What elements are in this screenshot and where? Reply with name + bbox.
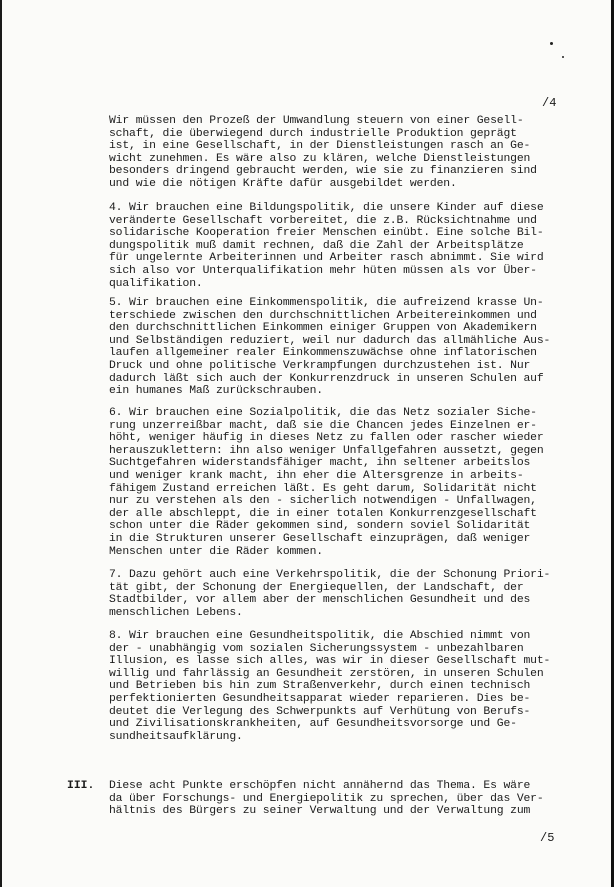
paragraph-section-3 [109,780,559,818]
text-line: wicht zunehmen. Es wäre also zu klären, welche Dienstleistungen [109,152,531,165]
text-line: besonders dringend gebraucht werden, wie sie zu finanzieren sind [109,165,537,178]
text-line: ein humanes Maß zurückschrauben. [109,385,323,398]
text-line: Menschen unter die Räder kommen. [109,545,323,558]
text-line: herauszuklettern: ihn also weniger Unfallgefahren aussetzt, gegen [109,444,544,457]
text-line: da über Forschungs- und Energiepolitik zu sprechen, über das Ver- [109,792,544,805]
paragraph-7-verkehrspolitik [109,569,559,619]
text-line: veränderte Gesellschaft vorbereitet, die z.B. Rücksichtnahme und [109,214,537,227]
text-line: hältnis des Bürgers zu seiner Verwaltung und der Verwaltung zum [109,805,531,818]
text-line: schaft, die überwiegend durch industrielle Produktion geprägt [109,127,517,140]
text-line: Diese acht Punkte erschöpfen nicht annähernd das Thema. Es wäre [109,780,531,792]
text-line: laufen allgemeiner realer Einkommenszuwächse ohne inflatorischen [109,347,537,360]
text-line: der alle abschleppt, die in einer totalen Konkurrenzgesellschaft [109,507,537,520]
text-line: Illusion, es lasse sich alles, was wir in dieser Gesellschaft mut- [109,655,551,668]
paragraph-5-einkommenspolitik [109,297,559,398]
text-line: Wir müssen den Prozeß der Umwandlung steuern von einer Gesell- [109,115,524,127]
text-line: solidarische Kooperation freier Menschen einübt. Eine solche Bil- [109,227,544,240]
text-line: tät gibt, der Schonung der Energiequellen, der Landschaft, der [109,581,524,594]
text-line: sundheitsaufklärung. [109,730,243,743]
text-line: 7. Dazu gehört auch eine Verkehrspolitik, die der Schonung Priori- [109,569,551,581]
paragraph-4-bildungspolitik [109,202,559,290]
text-line: sich also vor Unterqualifikation mehr hüten müssen als vor Über- [109,264,537,277]
text-line: und Selbständigen reduziert, weil nur dadurch das allmähliche Aus- [109,334,551,347]
text-line: dadurch läßt sich auch der Konkurrenzdruck in unseren Schulen auf [109,372,544,385]
text-line: fähigem Zustand erreichen läßt. Es geht darum, Solidarität nicht [109,482,537,495]
text-line: 5. Wir brauchen eine Einkommenspolitik, die aufreizend krasse Un- [109,297,544,309]
text-line: terschiede zwischen den durchschnittlichen Arbeitereinkommen und [109,309,537,322]
text-line: dungspolitik muß damit rechnen, daß die Zahl der Arbeitsplätze [109,239,524,252]
text-line: 4. Wir brauchen eine Bildungspolitik, die unsere Kinder auf diese [109,202,544,214]
page-number-bottom: /5 [540,831,555,845]
text-line: rung unzerreißbar macht, daß sie die Chancen jedes Einzelnen er- [109,419,537,432]
scan-speck [562,56,564,58]
text-line: Suchtgefahren widerstandsfähiger macht, ihn seltener arbeitslos [109,457,531,470]
text-line: 6. Wir brauchen eine Sozialpolitik, die das Netz sozialer Siche- [109,407,537,419]
text-line: der - unabhängig vom sozialen Sicherungssystem - unbezahlbaren [109,642,524,655]
text-line: Stadtbilder, vor allem aber der menschlichen Gesundheit und des [109,594,531,607]
text-line: den durchschnittlichen Einkommen einiger Gruppen von Akademikern [109,322,537,335]
text-line: perfektionierten Gesundheitsapparat wieder reparieren. Dies be- [109,692,531,705]
text-line: schon unter die Räder gekommen sind, sondern soviel Solidarität [109,520,531,533]
section-number: III. [67,780,95,792]
text-line: nur zu verstehen als den - sicherlich notwendigen - Unfallwagen, [109,495,537,508]
text-line: und Zivilisationskrankheiten, auf Gesundheitsvorsorge und Ge- [109,718,517,731]
text-line: deutet die Verlegung des Schwerpunkts auf Verhütung von Berufs- [109,705,531,718]
paragraph-6-sozialpolitik [109,407,559,558]
scan-speck [550,42,553,45]
text-line: für ungelernte Arbeiterinnen und Arbeiter rasch abnimmt. Sie wird [109,252,544,265]
text-line: ist, in eine Gesellschaft, in der Dienstleistungen rasch an Ge- [109,140,531,153]
text-line: und weniger krank macht, ihn eher die Altersgrenze in arbeits- [109,469,524,482]
paragraph-intro [109,115,559,191]
text-line: höht, weniger häufig in dieses Netz zu fallen oder rascher wieder [109,432,544,445]
text-line: willig und fahrlässig an Gesundheit zerstören, in unseren Schulen [109,667,544,680]
paragraph-8-gesundheitspolitik [109,630,559,743]
text-line: qualifikation. [109,277,203,290]
text-line: Druck und ohne politische Verkrampfungen durchzustehen ist. Nur [109,359,531,372]
text-line: und Betrieben bis hin zum Straßenverkehr, durch einen technisch [109,680,531,693]
text-line: und wie die nötigen Kräfte dafür ausgebildet werden. [109,177,457,190]
page-number-top: /4 [542,96,557,110]
text-line: 8. Wir brauchen eine Gesundheitspolitik, die Abschied nimmt von [109,630,531,642]
text-line: in die Strukturen unserer Gesellschaft einzuprägen, daß weniger [109,532,531,545]
text-line: menschlichen Lebens. [109,606,243,619]
